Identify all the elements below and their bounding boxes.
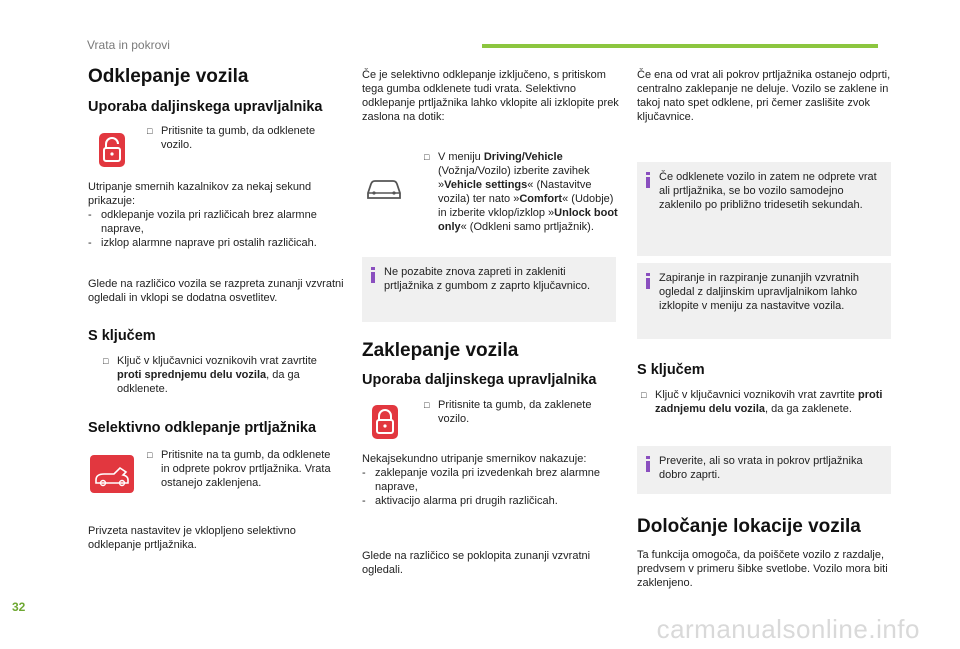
section-title: Vrata in pokrovi <box>87 38 170 52</box>
lock-key-heading: S ključem <box>637 362 705 378</box>
lock-key-step <box>641 388 885 416</box>
menu-bold-1: Driving/Vehicle <box>483 151 563 163</box>
col2-mirrors-wrap <box>362 549 620 577</box>
unlock-step <box>147 124 341 152</box>
lock-flash-intro: Nekajsekundno utripanje smernikov nakazuje: <box>362 453 587 465</box>
step-bullet-icon: □ <box>641 390 647 400</box>
col1-boot-default-wrap <box>88 524 343 552</box>
key-step-text: Ključ v ključavnici voznikovih vrat zavrtite <box>117 355 317 367</box>
list-item: - izklop alarmne naprave pri ostalih različicah. <box>88 236 343 250</box>
header-accent-bar <box>482 44 878 48</box>
info-icon <box>646 456 650 472</box>
unlock-mirrors-text: Glede na različico vozila se razpreta zunanji vzvratni ogledali in vklopi se dodatna osvetlitev. <box>88 278 344 304</box>
col2-intro-wrap <box>362 68 620 124</box>
note-text: Ne pozabite znova zapreti in zakleniti prtljažnika z gumbom z zaprto ključavnico. <box>384 266 591 292</box>
list-item: - odklepanje vozila pri različicah brez alarmne naprave, <box>88 208 343 236</box>
key-step-text-end: , da ga zaklenete. <box>765 403 852 415</box>
unlocked-padlock-icon <box>84 128 140 172</box>
key-step-bold: proti sprednjemu delu vozila <box>117 369 267 381</box>
info-icon <box>646 273 650 289</box>
menu-step <box>424 150 618 234</box>
menu-text-1: V meniju <box>438 151 484 163</box>
mirror-setting-note <box>637 263 891 339</box>
check-closed-note <box>637 446 891 494</box>
col3-locate-title-wrap <box>637 516 895 548</box>
lock-flash-block <box>362 452 620 508</box>
unlock-remote-heading: Uporaba daljinskega upravljalnika <box>88 99 323 115</box>
locate-text: Ta funkcija omogoča, da poiščete vozilo z razdalje, predvsem v primeru šibke svetlobe. Vozilo mora biti zaklenjeno. <box>637 549 888 589</box>
col3-locate-text-wrap <box>637 548 895 590</box>
lock-step <box>424 398 618 426</box>
auto-relock-note <box>637 162 891 256</box>
watermark: carmanualsonline.info <box>656 614 920 644</box>
step-bullet-icon: □ <box>424 152 430 162</box>
menu-bold-3: Comfort <box>519 193 563 205</box>
note-text: Preverite, ali so vrata in pokrov prtljažnika dobro zaprti. <box>659 455 863 481</box>
key-step-bold: proti zadnjemu delu vozila <box>655 389 883 415</box>
flash-intro: Utripanje smernih kazalnikov za nekaj sekund prikazuje: <box>88 181 312 207</box>
menu-text-2: (Vožnja/Vozilo) izberite zavihek » <box>438 165 590 191</box>
menu-text-5: « (Odkleni samo prtljažnik). <box>460 221 594 233</box>
col2-remote-heading-wrap <box>362 372 624 398</box>
step-bullet-icon: □ <box>147 126 153 136</box>
key-step-text: Ključ v ključavnici voznikovih vrat zavrtite <box>655 389 858 401</box>
note-text: Če odklenete vozilo in zatem ne odprete vrat ali prtljažnika, se bo vozilo samodejno zaklenilo po približno tridesetih sekundah. <box>659 171 877 211</box>
flash-list <box>88 208 343 250</box>
boot-step-text: Pritisnite na ta gumb, da odklenete in odprete pokrov prtljažnika. Vrata ostanejo zaklenjena. <box>161 449 331 489</box>
col3-door-open-wrap <box>637 68 895 124</box>
col1-title-wrap <box>88 66 348 98</box>
col1-key-heading-wrap <box>88 328 343 354</box>
lock-step-text: Pritisnite ta gumb, da zaklenete vozilo. <box>438 399 592 425</box>
list-item: - aktivacijo alarma pri drugih različicah. <box>362 494 620 508</box>
selective-intro: Če je selektivno odklepanje izključeno, s pritiskom tega gumba odklenete tudi vrata. Selektivno odklepanje prtljažnika lahko vklopite ali izklopite prek zaslona na dotik: <box>362 69 619 123</box>
key-step-text-end: , da ga odklenete. <box>117 369 300 395</box>
col1-remote-heading-wrap <box>88 99 348 125</box>
car-settings-icon <box>356 166 412 210</box>
lock-title: Zaklepanje vozila <box>362 340 519 361</box>
boot-step <box>147 448 341 490</box>
page-number: 32 <box>12 600 26 614</box>
menu-text-4: « (Udobje) in izberite vklop/izklop » <box>438 193 614 219</box>
boot-default-text: Privzeta nastavitev je vklopljeno selektivno odklepanje prtljažnika. <box>88 525 296 551</box>
step-bullet-icon: □ <box>103 356 109 366</box>
info-icon <box>371 267 375 283</box>
menu-text-3: « (Nastavitve vozila) ter nato » <box>438 179 592 205</box>
step-bullet-icon: □ <box>147 450 153 460</box>
list-item: - zaklepanje vozila pri izvedenkah brez alarmne naprave, <box>362 466 620 494</box>
door-open-text: Če ena od vrat ali pokrov prtljažnika ostanejo odprti, centralno zaklepanje ne deluje. Vozilo se zaklene in takoj nato spet odklene, pri čemer zaslišite zvok ključavnice. <box>637 69 891 123</box>
lock-mirrors-text: Glede na različico se poklopita zunanji vzvratni ogledali. <box>362 550 591 576</box>
unlock-key-heading: S ključem <box>88 328 156 344</box>
col1-boot-heading-wrap <box>88 420 350 446</box>
locate-title: Določanje lokacije vozila <box>637 516 861 537</box>
note-text: Zapiranje in razpiranje zunanjih vzvratnih ogledal z daljinskim upravljalnikom lahko izklopite v meniju za nastavitve vozila. <box>659 272 859 312</box>
menu-bold-4: Unlock boot only <box>438 207 618 233</box>
info-icon <box>646 172 650 188</box>
col1-mirrors-wrap <box>88 277 350 305</box>
col2-lock-title-wrap <box>362 340 620 372</box>
unlock-key-step <box>103 354 339 396</box>
boot-reminder-note <box>362 257 616 322</box>
menu-bold-2: Vehicle settings <box>444 179 528 191</box>
unlock-flash-block <box>88 180 343 250</box>
car-boot-icon <box>84 452 140 496</box>
locked-padlock-icon <box>357 400 413 444</box>
lock-remote-heading: Uporaba daljinskega upravljalnika <box>362 372 597 388</box>
lock-flash-list <box>362 466 620 508</box>
step-bullet-icon: □ <box>424 400 430 410</box>
unlock-step-text: Pritisnite ta gumb, da odklenete vozilo. <box>161 125 316 151</box>
col3-key-heading-wrap <box>637 362 892 388</box>
unlock-title: Odklepanje vozila <box>88 66 249 87</box>
boot-heading: Selektivno odklepanje prtljažnika <box>88 420 317 436</box>
